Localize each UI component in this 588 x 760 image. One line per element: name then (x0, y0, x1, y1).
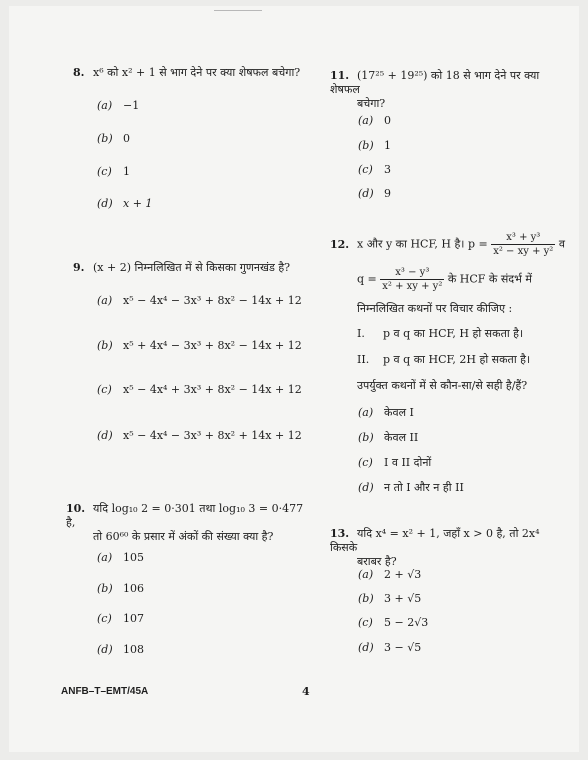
q12-instruction: निम्नलिखित कथनों पर विचार कीजिए : (357, 302, 513, 315)
q10-option-a[interactable]: (a) 105 (97, 551, 144, 564)
question-9 (73, 261, 290, 275)
question-13 (330, 527, 570, 569)
q8-option-a[interactable]: (a) −1 (97, 99, 140, 112)
question-number: 10. (66, 502, 86, 515)
question-text: (17²⁵ + 19²⁵) को 18 से भाग देने पर क्या शेषफल (330, 69, 540, 96)
exam-page (9, 6, 579, 752)
page-number: 4 (302, 685, 310, 698)
q9-option-c[interactable]: (c) x⁵ − 4x⁴ + 3x³ + 8x² − 14x + 12 (97, 383, 302, 396)
q11-option-d[interactable]: (d) 9 (358, 187, 391, 200)
q12-option-a[interactable]: (a) केवल I (358, 406, 414, 419)
question-number: 13. (330, 527, 350, 540)
paper-code: ANFB–T–EMT/45A (61, 686, 149, 697)
q8-option-c[interactable]: (c) 1 (97, 165, 130, 178)
question-text: (x + 2) निम्नलिखित में से किसका गुणनखंड है? (93, 261, 291, 274)
q13-option-d[interactable]: (d) 3 − √5 (358, 641, 422, 654)
q11-option-b[interactable]: (b) 1 (358, 139, 391, 152)
q10-option-d[interactable]: (d) 108 (97, 643, 144, 656)
q11-option-a[interactable]: (a) 0 (358, 114, 391, 127)
q11-option-c[interactable]: (c) 3 (358, 163, 391, 176)
q12-statement-1: I. p व q का HCF, H हो सकता है। (357, 327, 524, 340)
q12-q-definition: q = $\frac{\text{x³ − y³}}{\text{x² + xy + y²}}$ के HCF के संदर्भ में (357, 267, 532, 292)
q12-statement-2: II. p व q का HCF, 2H हो सकता है। (357, 353, 531, 366)
p-fraction: $\frac{\text{x³ + y³}}{\text{x² − xy + y²}}$ (493, 232, 554, 257)
question-number: 9. (73, 261, 85, 274)
question-text: x⁶ को x² + 1 से भाग देने पर क्या शेषफल बचेगा? (93, 66, 301, 79)
question-text-2: बराबर है? (357, 555, 397, 568)
q13-option-a[interactable]: (a) 2 + √3 (358, 568, 422, 581)
q12-option-c[interactable]: (c) I व II दोनों (358, 456, 432, 469)
question-number: 12. (330, 237, 350, 251)
q9-option-b[interactable]: (b) x⁵ + 4x⁴ − 3x³ + 8x² − 14x + 12 (97, 339, 302, 352)
q12-option-d[interactable]: (d) न तो I और न ही II (358, 481, 464, 494)
q9-option-a[interactable]: (a) x⁵ − 4x⁴ − 3x³ + 8x² − 14x + 12 (97, 294, 302, 307)
q12-option-b[interactable]: (b) केवल II (358, 431, 419, 444)
question-text: x और y का HCF, H है। p = (357, 237, 488, 251)
q10-option-c[interactable]: (c) 107 (97, 612, 144, 625)
q8-option-b[interactable]: (b) 0 (97, 132, 130, 145)
question-8 (73, 66, 300, 80)
question-10 (66, 502, 306, 544)
q8-option-d[interactable]: (d) x + 1 (97, 197, 153, 210)
q-fraction: $\frac{\text{x³ − y³}}{\text{x² + xy + y²}}$ (382, 267, 443, 292)
q13-option-c[interactable]: (c) 5 − 2√3 (358, 616, 429, 629)
question-number: 11. (330, 69, 350, 82)
q9-option-d[interactable]: (d) x⁵ − 4x⁴ − 3x³ + 8x² + 14x + 12 (97, 429, 302, 442)
question-number: 8. (73, 66, 85, 79)
question-text: यदि log₁₀ 2 = 0·301 तथा log₁₀ 3 = 0·477 है, (66, 502, 304, 529)
question-text-2: तो 60⁶⁰ के प्रसार में अंकों की संख्या क्या है? (93, 530, 274, 543)
question-12: 12. x और y का HCF, H है। p = $\frac{\text{x³ + y³}}{\text{x² − xy + y²}}$ व (330, 232, 565, 257)
question-text-2: बचेगा? (357, 97, 386, 110)
question-11 (330, 69, 570, 111)
q10-option-b[interactable]: (b) 106 (97, 582, 144, 595)
q12-question: उपर्युक्त कथनों में से कौन-सा/से सही है/हैं? (357, 379, 528, 392)
top-rule (214, 10, 262, 11)
q13-option-b[interactable]: (b) 3 + √5 (358, 592, 422, 605)
question-text: यदि x⁴ = x² + 1, जहाँ x > 0 है, तो 2x⁴ किसके (330, 527, 540, 554)
